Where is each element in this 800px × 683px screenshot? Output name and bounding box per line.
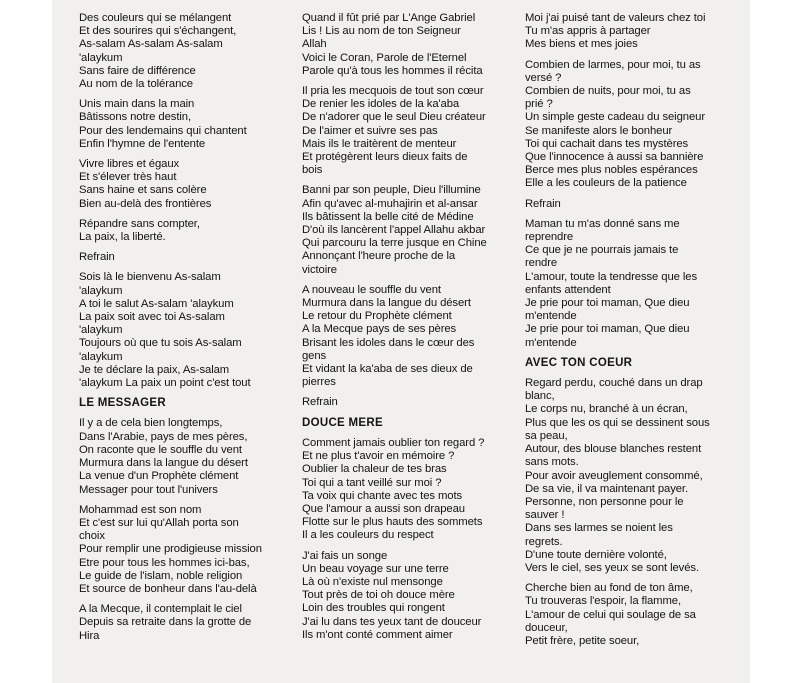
lyric-line: Je prie pour toi maman, Que dieu [525,323,690,336]
lyric-line: Etre pour tous les hommes ici-bas, [79,556,250,569]
lyric-line: rendre [525,257,558,270]
lyric-line: 'alaykum [79,284,123,297]
lyric-line: Depuis sa retraite dans la grotte de [79,616,252,629]
lyric-line: Cherche bien au fond de ton âme, [525,582,693,595]
lyric-line: Ta voix qui chante avec tes mots [302,489,463,502]
lyric-line: De sa vie, il va maintenant payer. [525,482,689,495]
stanza [302,284,512,390]
stanza [79,271,284,390]
stanza [79,417,284,496]
lyric-line: Le corps nu, branché à un écran, [525,403,688,416]
lyric-line: Dans ses larmes se noient les [525,522,673,535]
lyric-line: Au nom de la tolérance [79,78,193,91]
lyric-line: Des couleurs qui se mélangent [79,12,232,24]
lyric-line: Je te déclare la paix, As-salam [79,363,230,376]
lyric-line: Plus que les os qui se dessinent sous [525,416,710,429]
lyric-line: Voici le Coran, Parole de l'Eternel [302,51,467,64]
lyric-line: Vers le ciel, ses yeux se sont levés. [525,561,699,574]
stanza [525,59,737,191]
lyric-line: Et protégèrent leurs dieux faits de [302,151,468,164]
lyric-line: Que l'innocence à aussi sa bannière [525,151,704,164]
lyric-line: Dans l'Arabie, pays de mes pères, [79,430,248,443]
lyric-line: Bâtissons notre destin, [79,111,191,124]
lyric-line: Quand il fût prié par L'Ange Gabriel [302,12,476,24]
lyric-line: Lis ! Lis au nom de ton Seigneur [302,25,461,38]
stanza [302,550,512,642]
lyric-line: Tout près de toi oh douce mère [302,589,455,602]
lyric-line: A nouveau le souffle du vent [302,283,441,296]
lyric-line: Là où n'existe nul mensonge [302,575,443,588]
stanza [302,437,512,543]
lyric-line: Toi qui cachait dans tes mystères [525,137,689,150]
song-title: AVEC TON COEUR [525,356,633,369]
stanza [79,12,284,91]
lyric-line: Le guide de l'islam, noble religion [79,569,243,582]
lyric-line: sa peau, [525,429,568,442]
lyric-line: Ce que je ne pourrais jamais te [525,244,679,257]
lyric-line: Pour remplir une prodigieuse mission [79,543,262,556]
lyric-line: Se manifeste alors le bonheur [525,124,673,137]
lyric-line: Unis main dans la main [79,98,195,111]
lyric-line: gens [302,349,327,362]
lyric-line: Répandre sans compter, [79,217,200,230]
lyric-line: Et s'élever très haut [79,171,177,184]
refrain-marker: Refrain [302,396,338,409]
lyric-line: Que l'amour a aussi son drapeau [302,502,465,515]
lyric-line: Oublier la chaleur de tes bras [302,463,447,476]
lyric-line: De renier les idoles de la ka'aba [302,98,460,111]
lyric-line: A la Mecque pays de ses pères [302,323,457,336]
lyric-line: Murmura dans la langue du désert [302,297,471,310]
stanza [302,85,512,177]
lyric-line: Sans haine et sans colère [79,184,207,197]
lyric-line: La venue d'un Prophète clément [79,470,239,483]
lyric-line: Murmura dans la langue du désert [79,457,248,470]
stanza [79,98,284,151]
lyric-line: Un simple geste cadeau du seigneur [525,111,705,124]
lyric-line: Je prie pour toi maman, Que dieu [525,297,690,310]
lyric-line: Mes biens et mes joies [525,38,638,51]
stanza [525,12,737,52]
lyric-line: m'entende [525,310,577,323]
lyric-line: Brisant les idoles dans le cœur des [302,336,475,349]
lyric-line: prié ? [525,98,553,111]
lyric-line: Pour avoir aveuglement consommé, [525,469,703,482]
lyric-line: choix [79,530,105,543]
lyric-line: Ils bâtissent la belle cité de Médine [302,210,474,223]
lyric-line: Banni par son peuple, Dieu l'illumine [302,184,481,197]
lyric-line: Enfin l'hymne de l'entente [79,137,206,150]
lyric-line: As-salam As-salam As-salam [79,38,223,51]
lyric-line: Afin qu'avec al-muhajirin et al-ansar [302,197,478,210]
lyric-line: pierres [302,376,336,389]
lyric-line: Toujours où que tu sois As-salam [79,337,242,350]
lyric-line: Tu trouveras l'espoir, la flamme, [525,595,682,608]
lyric-line: Regard perdu, couché dans un drap [525,377,703,390]
lyric-line: Mohammad est son nom [79,503,202,516]
lyric-line: Autour, des blouse blanches restent [525,443,702,456]
lyric-line: victoire [302,263,337,276]
lyric-line: 'alaykum [79,324,123,337]
lyric-line: Comment jamais oublier ton regard ? [302,436,485,449]
song-title: LE MESSAGER [79,397,167,410]
lyric-line: Elle a les couleurs de la patience [525,177,687,190]
lyric-line: Combien de larmes, pour moi, tu as [525,58,701,71]
lyric-line: Parole qu'à tous les hommes il récita [302,64,483,77]
song-title: DOUCE MERE [302,416,383,429]
lyric-line: enfants attendent [525,283,611,296]
lyric-line: La paix soit avec toi As-salam [79,311,225,324]
lyric-line: Mais ils le traitèrent de menteur [302,137,457,150]
lyric-line: L'amour, toute la tendresse que les [525,270,697,283]
lyric-line: regrets. [525,535,563,548]
lyric-line: Messager pour tout l'univers [79,483,218,496]
lyric-line: Pour des lendemains qui chantent [79,124,247,137]
stanza [79,603,284,643]
lyric-line: Loin des troubles qui rongent [302,602,445,615]
lyric-line: 'alaykum La paix un point c'est tout [79,377,251,390]
lyric-line: Et source de bonheur dans l'au-delà [79,582,257,595]
stanza [525,582,737,648]
lyric-line: Combien de nuits, pour moi, tu as [525,85,691,98]
lyric-line: sauver ! [525,509,565,522]
lyric-line: De l'aimer et suivre ses pas [302,124,438,137]
stanza [302,12,512,78]
lyric-line: J'ai lu dans tes yeux tant de douceur [302,615,482,628]
lyric-line: Et des sourires qui s'échangent, [79,25,237,38]
lyric-line: L'amour de celui qui soulage de sa [525,608,696,621]
lyric-line: Tu m'as appris à partager [525,25,651,38]
lyric-line: douceur, [525,621,568,634]
lyric-line: sans mots. [525,456,579,469]
lyric-line: Vivre libres et égaux [79,158,180,171]
lyric-line: A toi le salut As-salam 'alaykum [79,297,234,310]
stanza [79,504,284,596]
lyric-line: Berce mes plus nobles espérances [525,164,698,177]
stanza [525,218,737,350]
lyric-line: Et ne plus t'avoir en mémoire ? [302,450,455,463]
lyric-line: Il y a de cela bien longtemps, [79,417,223,430]
stanza [525,377,737,575]
lyric-line: 'alaykum [79,350,123,363]
lyric-line: Et vidant la ka'aba de ses dieux de [302,363,473,376]
lyric-line: Et c'est sur lui qu'Allah porta son [79,516,239,529]
lyric-line: m'entende [525,336,577,349]
lyric-line: Personne, non personne pour le [525,495,684,508]
lyric-line: Le retour du Prophète clément [302,310,452,323]
lyric-line: Flotte sur le plus hauts des sommets [302,516,483,529]
refrain-marker: Refrain [525,197,561,210]
lyric-line: Allah [302,38,327,51]
lyric-line: De n'adorer que le seul Dieu créateur [302,111,486,124]
lyric-line: A la Mecque, il contemplait le ciel [79,603,242,616]
lyric-line: D'où ils lancèrent l'appel Allahu akbar [302,224,486,237]
lyric-line: Petit frère, petite soeur, [525,634,640,647]
lyric-line: Moi j'ai puisé tant de valeurs chez toi [525,12,706,24]
lyric-line: blanc, [525,390,555,403]
lyric-line: D'une toute dernière volonté, [525,548,667,561]
lyric-line: Maman tu m'as donné sans me [525,217,680,230]
lyric-line: Sans faire de différence [79,64,196,77]
lyric-line: Qui parcouru la terre jusque en Chine [302,237,487,250]
lyric-line: bois [302,164,323,177]
stanza [302,184,512,276]
lyric-line: J'ai fais un songe [302,549,388,562]
lyric-line: Un beau voyage sur une terre [302,562,449,575]
lyrics-column-1 [79,12,284,650]
lyric-line: Bien au-delà des frontières [79,197,212,210]
lyrics-column-2 [302,12,512,649]
refrain-marker: Refrain [79,251,115,264]
lyric-line: Hira [79,629,100,642]
lyric-line: La paix, la liberté. [79,231,166,244]
lyric-line: 'alaykum [79,51,123,64]
lyric-line: Il pria les mecquois de tout son cœur [302,85,484,98]
stanza [79,218,284,244]
lyric-line: On raconte que le souffle du vent [79,443,242,456]
stanza [79,158,284,211]
lyric-line: versé ? [525,71,562,84]
lyric-line: Toi qui a tant veillé sur moi ? [302,476,442,489]
lyric-line: Il a les couleurs du respect [302,529,434,542]
lyrics-column-3 [525,12,737,655]
lyric-line: reprendre [525,231,574,244]
lyric-line: Ils m'ont conté comment aimer [302,628,453,641]
lyric-line: Annonçant l'heure proche de la [302,250,456,263]
lyric-line: Sois là le bienvenu As-salam [79,271,221,284]
